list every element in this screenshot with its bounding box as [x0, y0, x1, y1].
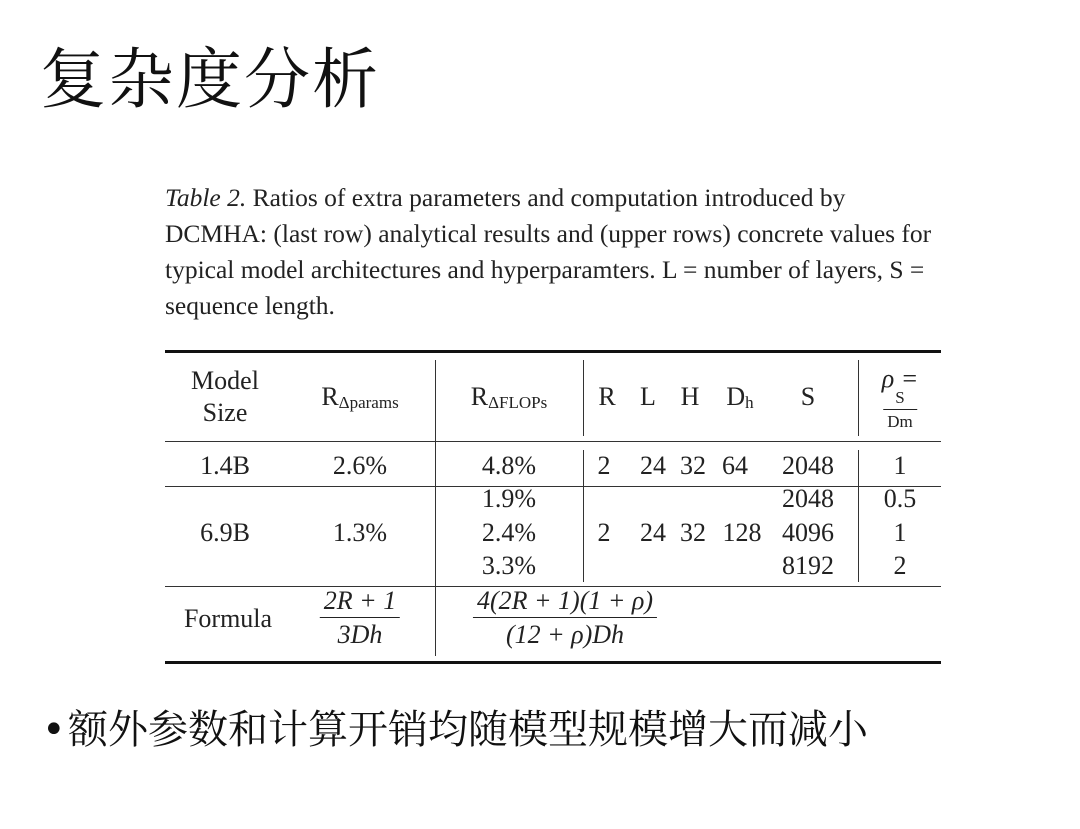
caption-label: Table 2. [165, 183, 247, 212]
table-bottom-rule [165, 661, 941, 664]
row2-rho-a: 0.5 [883, 484, 917, 513]
vsep-after-flops-head [583, 360, 584, 436]
vsep-after-flops-body [583, 450, 584, 582]
header-rho: ρ = [881, 364, 919, 393]
row1-dh: 64 [722, 451, 748, 480]
header-r-params: RΔparams [321, 382, 399, 412]
row2-r-flops-a: 1.9% [481, 484, 537, 513]
vsep-before-rho-body [858, 450, 859, 582]
slide-title: 复杂度分析 [40, 41, 380, 118]
row1-rho: 1 [893, 451, 907, 480]
row2-s-c: 8192 [782, 551, 834, 580]
formula-params: 2R + 1 3Dh [320, 586, 400, 650]
bullet-point [42, 700, 868, 760]
header-dh: Dh [726, 382, 754, 412]
header-model-size: Model Size [191, 366, 259, 427]
row2-dh: 128 [722, 518, 762, 547]
row2-l: 24 [640, 518, 666, 547]
header-rho-fraction: S Dm [883, 388, 917, 432]
formula-flops: 4(2R + 1)(1 + ρ) (12 + ρ)Dh [473, 586, 657, 650]
row2-model: 6.9B [200, 518, 250, 547]
row2-h: 32 [680, 518, 706, 547]
row2-rho-b: 1 [893, 518, 907, 547]
row2-r-params: 1.3% [332, 518, 388, 547]
row1-r: 2 [597, 451, 611, 480]
row2-s-a: 2048 [782, 484, 834, 513]
header-r-flops: RΔFLOPs [470, 382, 548, 412]
header-s: S [800, 382, 816, 411]
vsep-before-rho-head [858, 360, 859, 436]
bullet-text: 额外参数和计算开销均随模型规模增大而减小 [68, 707, 868, 753]
caption-text: Ratios of extra parameters and computation introduced by DCMHA: (last row) analytical results and (upper rows) concrete values for typical model architectures and hyperparamters. L = number of layers, S = sequence length. [165, 183, 932, 320]
row1-h: 32 [680, 451, 706, 480]
row1-model: 1.4B [200, 451, 250, 480]
row1-l: 24 [640, 451, 666, 480]
row1-r-params: 2.6% [332, 451, 388, 480]
header-r: R [598, 382, 616, 411]
table-top-rule [165, 350, 941, 353]
table-caption [165, 180, 950, 324]
row2-rho-c: 2 [893, 551, 907, 580]
row2-s-b: 4096 [782, 518, 834, 547]
row2-r: 2 [597, 518, 611, 547]
vsep-after-params [435, 360, 436, 656]
formula-label: Formula [183, 604, 273, 633]
row2-r-flops-c: 3.3% [481, 551, 537, 580]
row2-r-flops-b: 2.4% [481, 518, 537, 547]
row1-r-flops: 4.8% [481, 451, 537, 480]
row1-s: 2048 [782, 451, 834, 480]
header-h: H [680, 382, 700, 411]
header-divider [165, 441, 941, 442]
header-l: L [640, 382, 656, 411]
bullet-marker: • [42, 707, 66, 753]
